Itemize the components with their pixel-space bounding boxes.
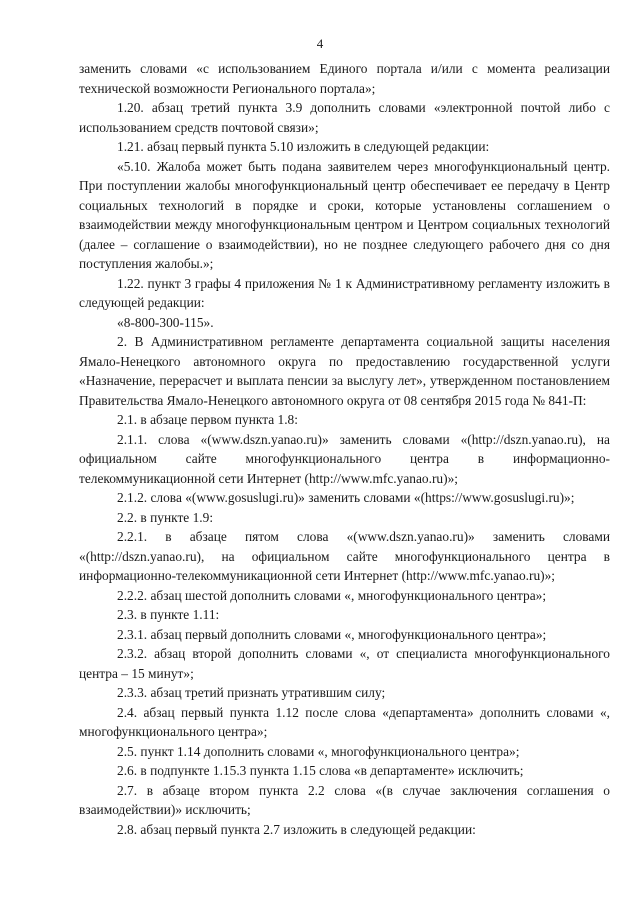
paragraph-2-8: 2.8. абзац первый пункта 2.7 изложить в следующей редакции: [117,821,476,837]
paragraph-5-10-quote: «5.10. Жалоба может быть подана заявителем через многофункциональный центр. При поступлении жалобы многофункциональный центр обеспечивает ее передачу в Центр социальных технологий в порядке и сроки, которые установлены соглашением о взаимодействии между многофункциональным центром и Центром социальных технологий (далее – соглашение о взаимодействии), но не позднее следующего рабочего дня со дня поступления жалобы.»; [79,158,610,271]
document-body [79,59,610,839]
paragraph-1-20: 1.20. абзац третий пункта 3.9 дополнить словами «электронной почтой либо с использованием средств почтовой связи»; [79,100,610,135]
paragraph-phone-quote: «8-800-300-115». [117,314,214,330]
paragraph-2-1: 2.1. в абзаце первом пункта 1.8: [117,412,298,427]
paragraph-2-1-2: 2.1.2. слова «(www.gosuslugi.ru)» заменить словами «(https://www.gosuslugi.ru)»; [117,490,575,505]
paragraph-2-3: 2.3. в пункте 1.11: [117,607,220,622]
paragraph-2-4: 2.4. абзац первый пункта 1.12 после слова «департамента» дополнить словами «, многофункционального центра»; [79,704,610,739]
paragraph-2-2-2: 2.2.2. абзац шестой дополнить словами «, многофункционального центра»; [117,587,547,603]
paragraph-2: 2. В Административном регламенте департамента социальной защиты населения Ямало-Ненецкого автономного округа по предоставлению государственной услуги «Назначение, перерасчет и выплата пенсии за выслугу лет», утвержденном постановлением Правительства Ямало-Ненецкого автономного округа от 08 сентября 2015 года № 841-П: [79,334,610,408]
paragraph-2-1-1: 2.1.1. слова «(www.dszn.yanao.ru)» заменить словами «(http://dszn.yanao.ru), на официальном сайте многофункционального центра в информационно-телекоммуникационной сети Интернет (http://www.mfc.yanao.ru)»; [79,431,610,486]
paragraph-2-2-1: 2.2.1. в абзаце пятом слова «(www.dszn.yanao.ru)» заменить словами «(http://dszn.yanao.ru), на официальном сайте многофункционального центра в информационно-телекоммуникационной сети Интернет (http://www.mfc.yanao.ru)»; [79,529,610,583]
paragraph-2-3-1: 2.3.1. абзац первый дополнить словами «, многофункционального центра»; [117,626,547,642]
paragraph-2-3-2: 2.3.2. абзац второй дополнить словами «, от специалиста многофункционального центра – 15 минут»; [79,646,610,681]
paragraph-2-5: 2.5. пункт 1.14 дополнить словами «, многофункционального центра»; [117,743,520,759]
paragraph-1-22: 1.22. пункт 3 графы 4 приложения № 1 к Административному регламенту изложить в следующей редакции: [79,275,610,310]
paragraph-2-7: 2.7. в абзаце втором пункта 2.2 слова «(в случае заключения соглашения о взаимодействии)» исключить; [79,782,610,817]
paragraph-2-3-3: 2.3.3. абзац третий признать утратившим силу; [117,685,386,700]
paragraph-2-2: 2.2. в пункте 1.9: [117,509,214,525]
paragraph-2-6: 2.6. в подпункте 1.15.3 пункта 1.15 слова «в департаменте» исключить; [117,763,524,778]
paragraph-continuation: заменить словами «с использованием Единого портала и/или с момента реализации технической возможности Регионального портала»; [79,61,610,96]
page-number: 4 [316,36,324,51]
paragraph-1-21: 1.21. абзац первый пункта 5.10 изложить в следующей редакции: [117,139,490,154]
